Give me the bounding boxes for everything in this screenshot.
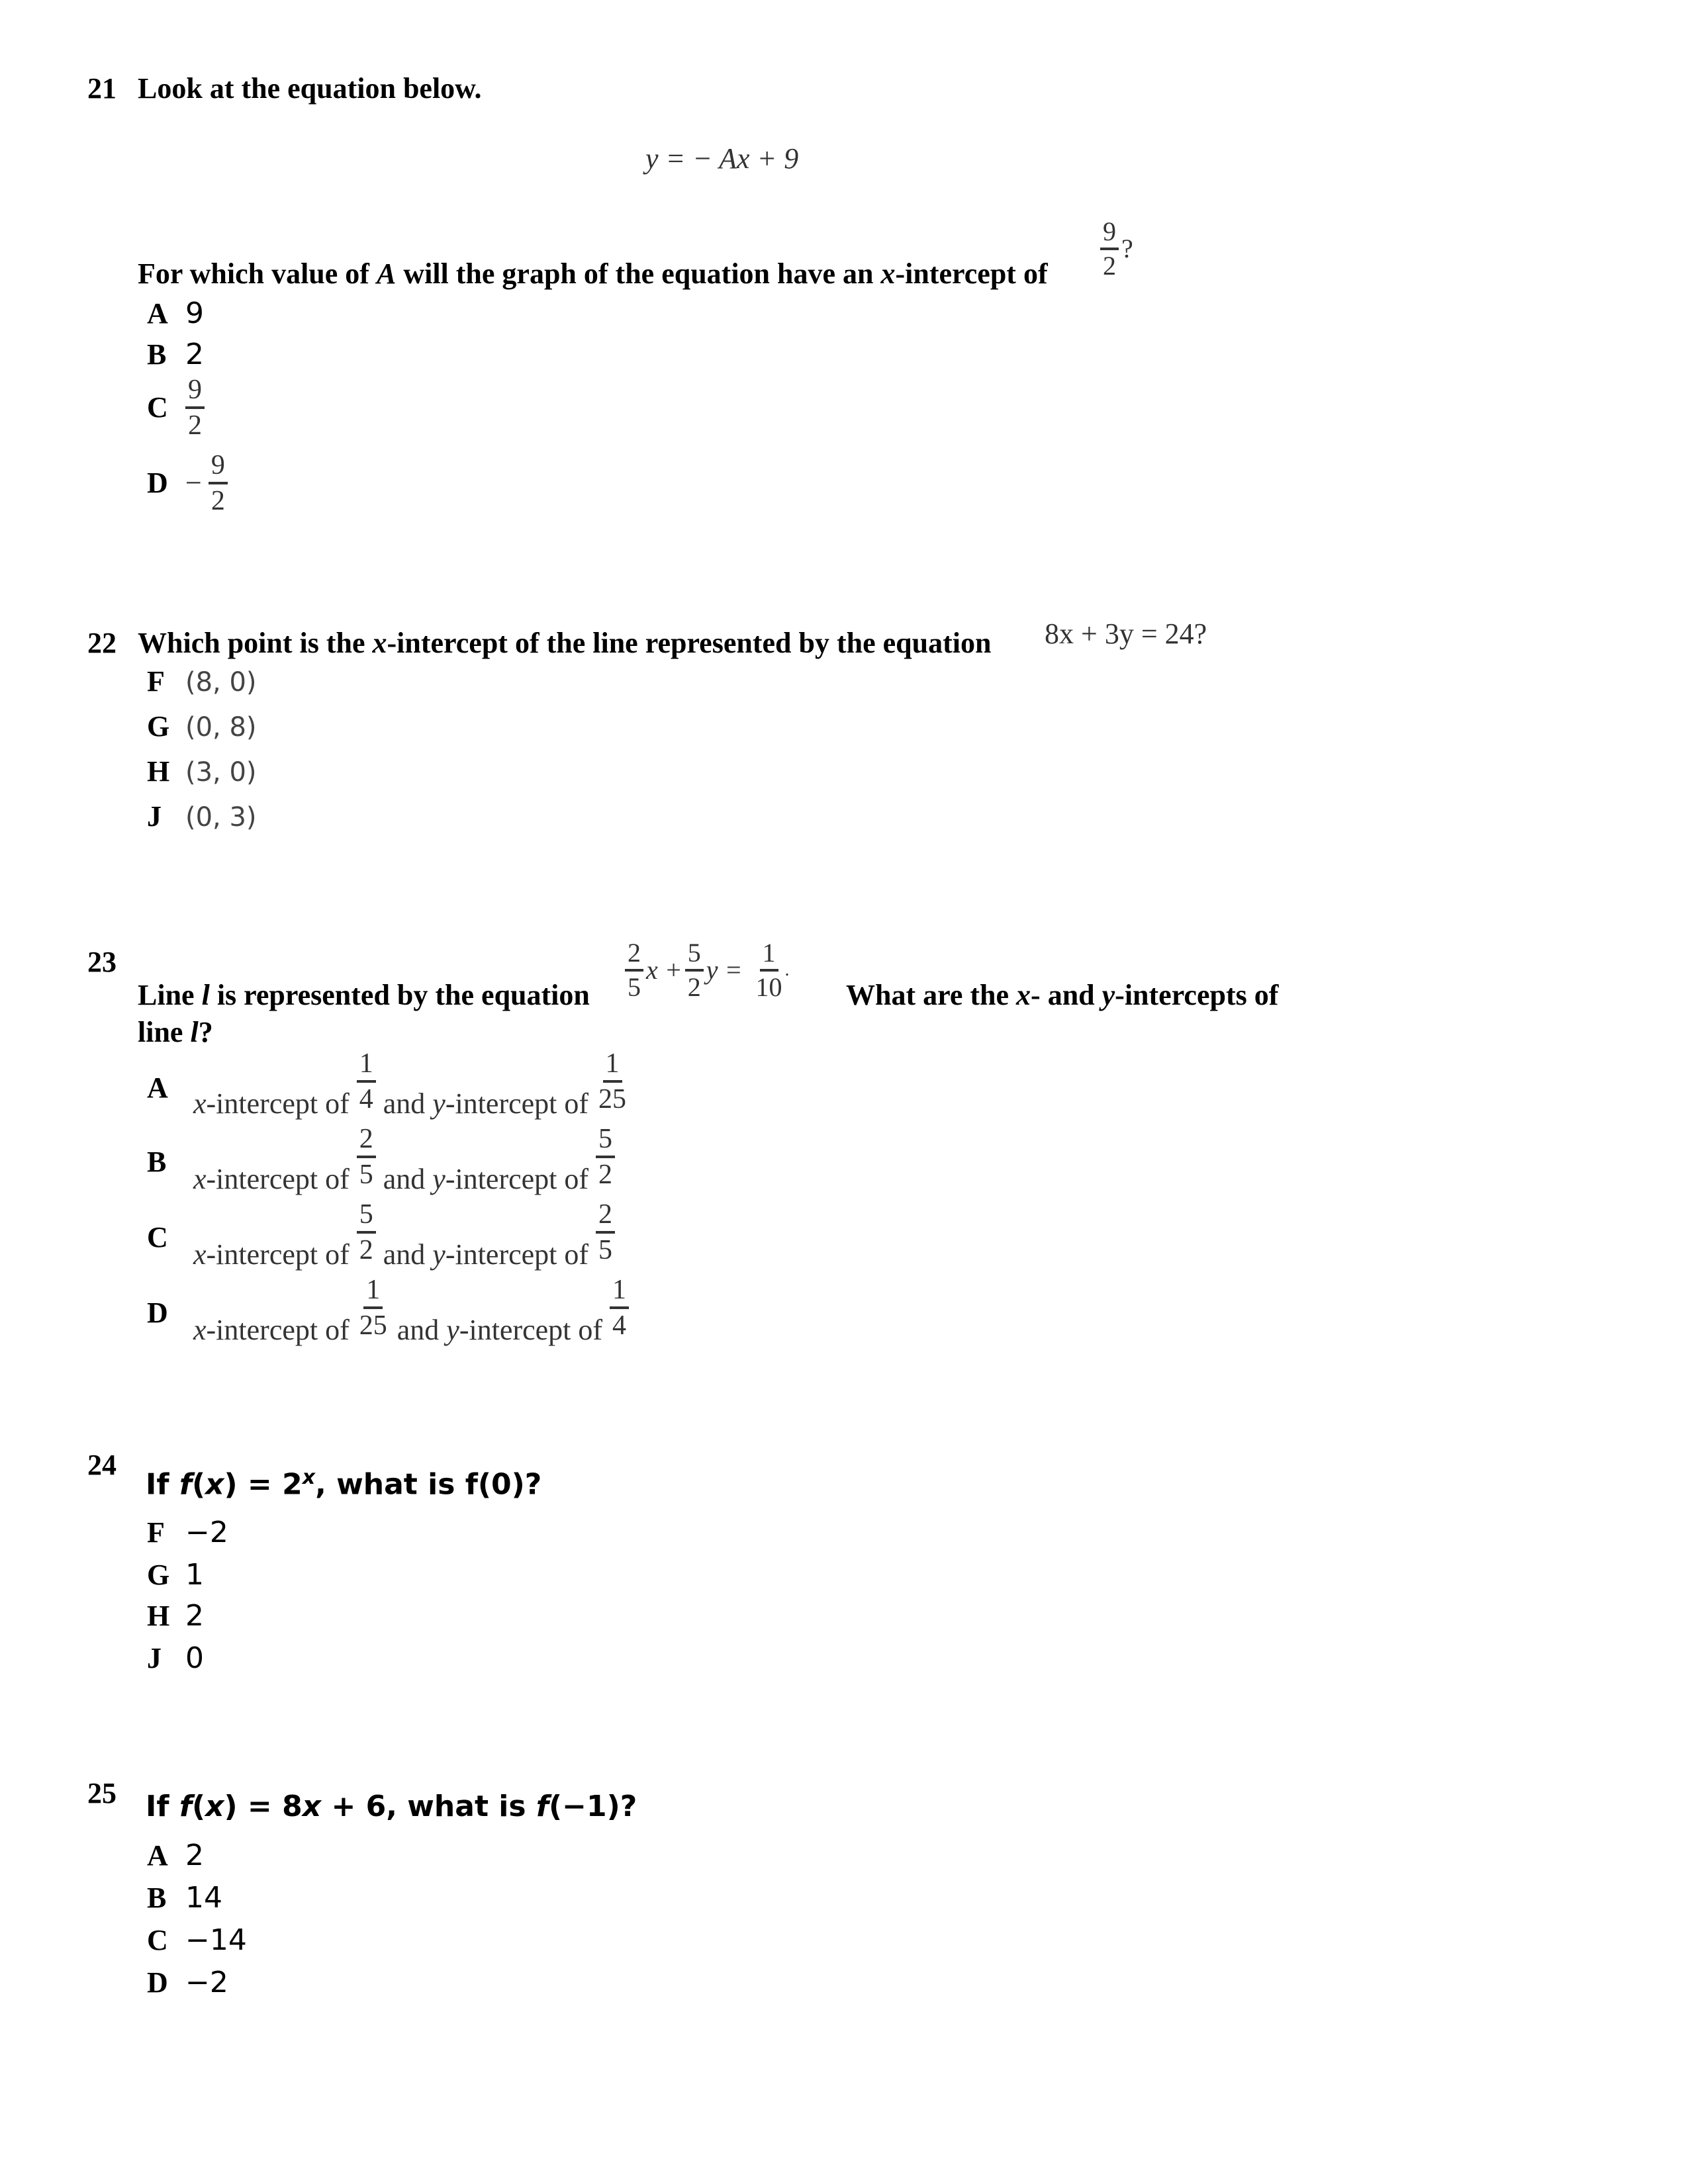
equation xyxy=(625,940,790,1001)
option-letter: B xyxy=(147,338,167,371)
option-value: (8, 0) xyxy=(185,667,257,698)
and-label: and xyxy=(383,1163,426,1195)
stem-text: , what is f(0)? xyxy=(315,1467,542,1502)
stem-text: (−1)? xyxy=(549,1790,637,1823)
answer-option[interactable] xyxy=(147,1558,204,1592)
stem-text: is represented by the equation xyxy=(209,979,590,1011)
option-letter: D xyxy=(147,1297,168,1329)
option-text xyxy=(193,1124,615,1195)
frac-denominator: 5 xyxy=(598,1235,613,1265)
answer-option[interactable] xyxy=(147,757,257,786)
frac-numerator: 2 xyxy=(625,940,643,972)
stem-x: x xyxy=(205,1467,224,1502)
question-stem-continued xyxy=(846,981,1278,1010)
frac-numerator: 5 xyxy=(596,1125,615,1158)
stem-fraction xyxy=(1100,218,1133,279)
question-stem xyxy=(138,259,1048,289)
frac-numerator: 9 xyxy=(209,451,228,484)
option-letter: H xyxy=(147,755,170,788)
frac-denominator: 4 xyxy=(612,1310,627,1341)
frac-numerator: 1 xyxy=(760,940,778,972)
stem-x: x xyxy=(205,1790,224,1823)
stem-text: ( xyxy=(192,1790,206,1823)
question-number: 25 xyxy=(87,1777,117,1809)
stem-text: For which value of xyxy=(138,257,377,290)
frac-denominator: 5 xyxy=(359,1160,373,1190)
question-stem-line2 xyxy=(138,1018,213,1047)
stem-text: ( xyxy=(192,1467,206,1502)
and-label: and xyxy=(383,1087,426,1120)
x-label: -intercept of xyxy=(206,1314,350,1346)
option-value: 14 xyxy=(185,1881,222,1915)
option-sign: − xyxy=(185,467,202,499)
option-value: 1 xyxy=(185,1558,204,1592)
option-letter: H xyxy=(147,1600,170,1632)
question-stem xyxy=(138,629,991,658)
stem-var-y: y xyxy=(1102,979,1115,1011)
frac-denominator: 2 xyxy=(598,1160,613,1190)
stem-var-a: A xyxy=(376,257,397,290)
eq-dot: . xyxy=(784,960,790,980)
answer-option[interactable] xyxy=(147,340,204,369)
y-var: y xyxy=(432,1087,445,1120)
frac-denominator: 2 xyxy=(359,1235,373,1265)
question-stem xyxy=(138,981,590,1010)
x-var: x xyxy=(193,1163,207,1195)
y-var: y xyxy=(446,1314,459,1346)
option-value: 2 xyxy=(185,1839,204,1872)
question-number: 22 xyxy=(87,627,117,659)
stem-exponent: x xyxy=(302,1466,316,1489)
and-label: and xyxy=(383,1238,426,1271)
frac-denominator: 10 xyxy=(755,972,782,1002)
stem-text: Line xyxy=(138,979,202,1011)
stem-text: If xyxy=(146,1790,179,1823)
option-letter: C xyxy=(147,1924,168,1956)
stem-text: -intercept of xyxy=(895,257,1048,290)
answer-option[interactable] xyxy=(147,1641,204,1675)
option-text xyxy=(193,1199,615,1271)
answer-option[interactable] xyxy=(147,451,228,515)
frac-denominator: 2 xyxy=(687,972,701,1002)
stem-text: ) = 8 xyxy=(224,1790,303,1823)
stem-var-l: l xyxy=(190,1016,199,1048)
stem-text: -intercepts of xyxy=(1115,979,1279,1011)
option-letter: A xyxy=(147,1839,168,1872)
option-value: −2 xyxy=(185,1966,228,1999)
option-value: (3, 0) xyxy=(185,757,257,788)
y-label: -intercept of xyxy=(445,1087,589,1120)
answer-option[interactable] xyxy=(147,712,257,741)
frac-numerator: 5 xyxy=(685,940,704,972)
answer-option[interactable] xyxy=(147,1968,228,1997)
stem-text: What are the xyxy=(846,979,1017,1011)
frac-numerator: 1 xyxy=(363,1276,383,1309)
stem-text: -intercept of the line represented by the equation xyxy=(387,627,992,659)
option-value: (0, 3) xyxy=(185,802,257,833)
question-stem xyxy=(146,1468,541,1500)
frac-denominator: 5 xyxy=(628,972,641,1002)
stem-text: If xyxy=(146,1467,179,1502)
frac-denominator: 2 xyxy=(188,410,202,441)
option-letter: G xyxy=(147,710,170,743)
option-value: −14 xyxy=(185,1923,247,1957)
option-letter: C xyxy=(147,1221,168,1253)
frac-numerator: 1 xyxy=(357,1050,376,1083)
option-value: 9 xyxy=(185,296,204,330)
x-label: -intercept of xyxy=(206,1163,350,1195)
stem-var-x: x xyxy=(372,627,387,659)
answer-option[interactable] xyxy=(147,667,257,696)
y-label: -intercept of xyxy=(445,1163,589,1195)
frac-denominator: 4 xyxy=(359,1084,373,1115)
stem-text: - and xyxy=(1031,979,1102,1011)
option-value: −2 xyxy=(185,1516,228,1549)
stem-question-mark: ? xyxy=(1121,234,1133,263)
stem-f: f xyxy=(179,1467,192,1502)
stem-text: will the graph of the equation have an xyxy=(396,257,881,290)
stem-var-x: x xyxy=(880,257,896,290)
stem-text: line xyxy=(138,1016,191,1048)
option-letter: D xyxy=(147,1966,168,1999)
question-intro: Look at the equation below. xyxy=(138,72,482,105)
equation: y = − Ax + 9 xyxy=(645,142,799,175)
y-label: -intercept of xyxy=(445,1238,589,1271)
answer-option[interactable] xyxy=(147,376,205,439)
option-letter: J xyxy=(147,800,162,833)
answer-option[interactable] xyxy=(147,1841,204,1870)
frac-numerator: 1 xyxy=(610,1276,629,1309)
frac-denominator: 2 xyxy=(211,486,225,516)
option-value: (0, 8) xyxy=(185,712,257,743)
option-value: 2 xyxy=(185,338,204,371)
equation: 8x + 3y = 24? xyxy=(1045,617,1207,650)
y-label: -intercept of xyxy=(459,1314,603,1346)
frac-numerator: 2 xyxy=(357,1125,376,1158)
frac-numerator: 9 xyxy=(1100,218,1119,250)
option-letter: A xyxy=(147,297,168,330)
x-var: x xyxy=(193,1238,207,1271)
answer-option[interactable] xyxy=(147,1923,247,1957)
question-number: 24 xyxy=(87,1449,117,1481)
y-var: y xyxy=(432,1238,445,1271)
frac-denominator: 25 xyxy=(359,1310,387,1341)
option-letter: C xyxy=(147,391,168,424)
option-text xyxy=(193,1048,629,1120)
option-text xyxy=(193,1275,629,1346)
stem-text: Which point is the xyxy=(138,627,373,659)
answer-option[interactable] xyxy=(147,1881,222,1915)
x-label: -intercept of xyxy=(206,1238,350,1271)
x-label: -intercept of xyxy=(206,1087,350,1120)
stem-text: ? xyxy=(198,1016,213,1048)
stem-f: f xyxy=(536,1790,549,1823)
answer-option[interactable] xyxy=(147,802,257,831)
eq-term: x + xyxy=(646,955,682,985)
option-value: 0 xyxy=(185,1641,204,1675)
frac-denominator: 25 xyxy=(598,1084,627,1115)
answer-option[interactable] xyxy=(147,1518,228,1547)
stem-text: + 6, what is xyxy=(321,1790,536,1823)
x-var: x xyxy=(193,1087,207,1120)
option-letter: G xyxy=(147,1559,170,1591)
answer-option[interactable] xyxy=(147,1599,204,1633)
frac-numerator: 1 xyxy=(603,1050,622,1083)
frac-numerator: 2 xyxy=(596,1201,615,1234)
option-value: 2 xyxy=(185,1599,204,1633)
question-stem xyxy=(146,1792,637,1821)
option-letter: F xyxy=(147,665,165,698)
and-label: and xyxy=(397,1314,440,1346)
x-var: x xyxy=(193,1314,207,1346)
question-number: 21 xyxy=(87,72,117,105)
answer-option[interactable] xyxy=(147,296,204,330)
stem-text: ) = 2 xyxy=(224,1467,303,1502)
frac-numerator: 5 xyxy=(357,1201,376,1234)
eq-term: y = xyxy=(706,955,743,985)
frac-denominator: 2 xyxy=(1103,251,1116,281)
stem-f: f xyxy=(179,1790,192,1823)
option-letter: A xyxy=(147,1071,168,1104)
option-letter: J xyxy=(147,1642,162,1674)
stem-x: x xyxy=(302,1790,322,1823)
stem-var-x: x xyxy=(1016,979,1031,1011)
frac-numerator: 9 xyxy=(185,376,205,409)
option-letter: D xyxy=(147,467,168,499)
option-letter: B xyxy=(147,1882,167,1914)
stem-var-l: l xyxy=(201,979,210,1011)
option-letter: F xyxy=(147,1516,165,1549)
y-var: y xyxy=(432,1163,445,1195)
option-letter: B xyxy=(147,1146,167,1178)
question-number: 23 xyxy=(87,946,117,978)
